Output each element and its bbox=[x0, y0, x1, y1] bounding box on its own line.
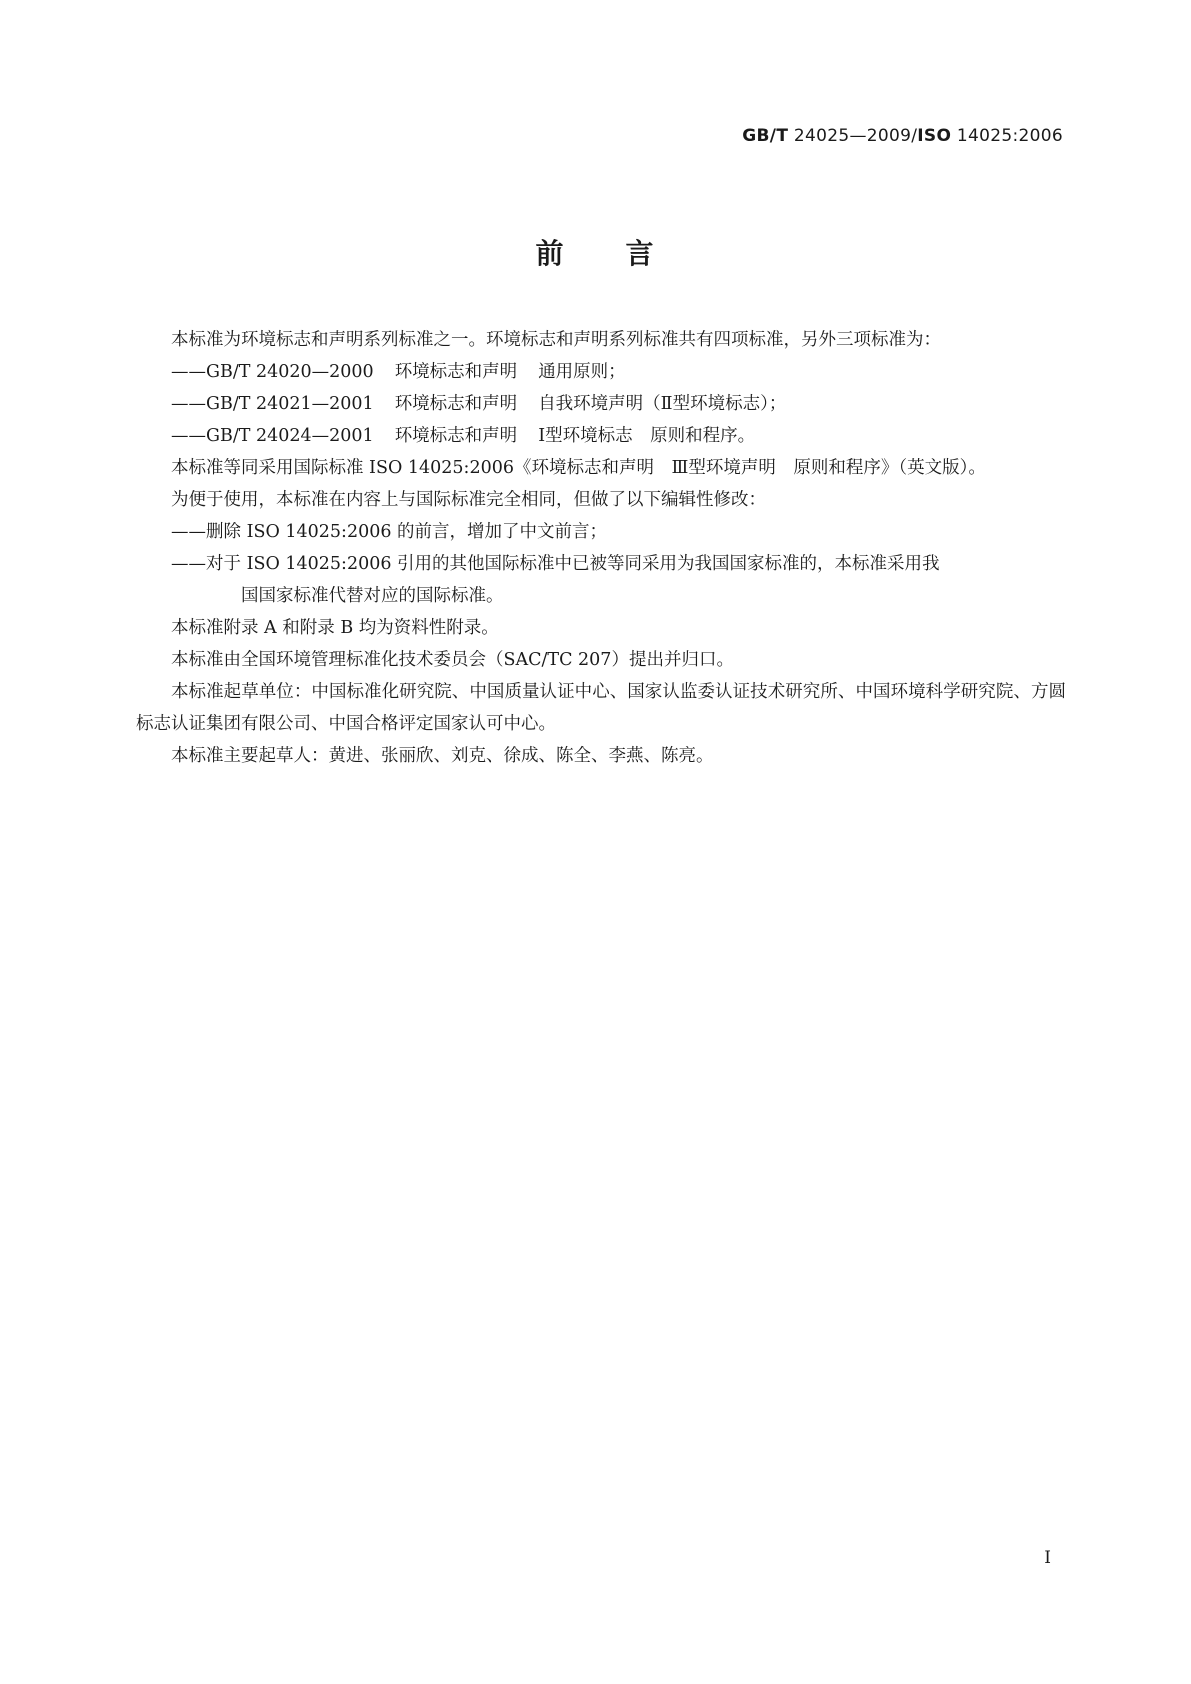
std-number: 24025—2009/ bbox=[788, 126, 918, 146]
paragraph-committee: 本标准由全国环境管理标准化技术委员会（SAC/TC 207）提出并归口。 bbox=[171, 650, 734, 670]
standard-subtitle: 自我环境声明（Ⅱ型环境标志）； bbox=[538, 394, 787, 414]
title-char-1: 前 bbox=[535, 237, 566, 270]
list-item bbox=[136, 388, 1066, 420]
list-item-line-2: 国国家标准代替对应的国际标准。 bbox=[241, 586, 504, 606]
paragraph-intro: 本标准为环境标志和声明系列标准之一。环境标志和声明系列标准共有四项标准，另外三项标准为： bbox=[171, 330, 941, 350]
list-item bbox=[136, 356, 1066, 388]
standard-name: 环境标志和声明 bbox=[394, 362, 518, 382]
standard-subtitle: Ⅰ型环境标志 原则和程序。 bbox=[538, 426, 756, 446]
standard-name: 环境标志和声明 bbox=[394, 394, 518, 414]
standard-code: ——GB/T 24020—2000 bbox=[171, 362, 374, 382]
list-item-line-1: ——对于 ISO 14025:2006 引用的其他国际标准中已被等同采用为我国国家标准的，本标准采用我 bbox=[171, 554, 940, 574]
iso-number: 14025:2006 bbox=[951, 126, 1063, 146]
std-prefix: GB/T bbox=[742, 126, 789, 146]
standard-subtitle: 通用原则； bbox=[538, 362, 626, 382]
paragraph-annexes: 本标准附录 A 和附录 B 均为资料性附录。 bbox=[171, 618, 499, 638]
standard-code: ——GB/T 24021—2001 bbox=[171, 394, 374, 414]
list-item: ——删除 ISO 14025:2006 的前言，增加了中文前言； bbox=[171, 522, 608, 542]
list-item bbox=[136, 420, 1066, 452]
foreword-body bbox=[136, 324, 1066, 772]
paragraph-drafting-units: 本标准起草单位：中国标准化研究院、中国质量认证中心、国家认监委认证技术研究所、中国环境科学研究院、方圆标志认证集团有限公司、中国合格评定国家认可中心。 bbox=[136, 682, 1066, 734]
standard-name: 环境标志和声明 bbox=[394, 426, 518, 446]
standard-code: ——GB/T 24024—2001 bbox=[171, 426, 374, 446]
paragraph-modifications: 为便于使用，本标准在内容上与国际标准完全相同，但做了以下编辑性修改： bbox=[171, 490, 766, 510]
iso-prefix: ISO bbox=[917, 126, 952, 146]
paragraph-adoption: 本标准等同采用国际标准 ISO 14025:2006《环境标志和声明 Ⅲ型环境声明 原则和程序》（英文版）。 bbox=[171, 458, 986, 478]
page-title bbox=[0, 232, 1191, 272]
list-item bbox=[136, 548, 1066, 612]
standard-code-header bbox=[742, 126, 1063, 146]
page-number: Ⅰ bbox=[1044, 1548, 1051, 1568]
paragraph-drafters: 本标准主要起草人：黄进、张丽欣、刘克、徐成、陈全、李燕、陈亮。 bbox=[171, 746, 714, 766]
title-char-2: 言 bbox=[625, 237, 656, 270]
